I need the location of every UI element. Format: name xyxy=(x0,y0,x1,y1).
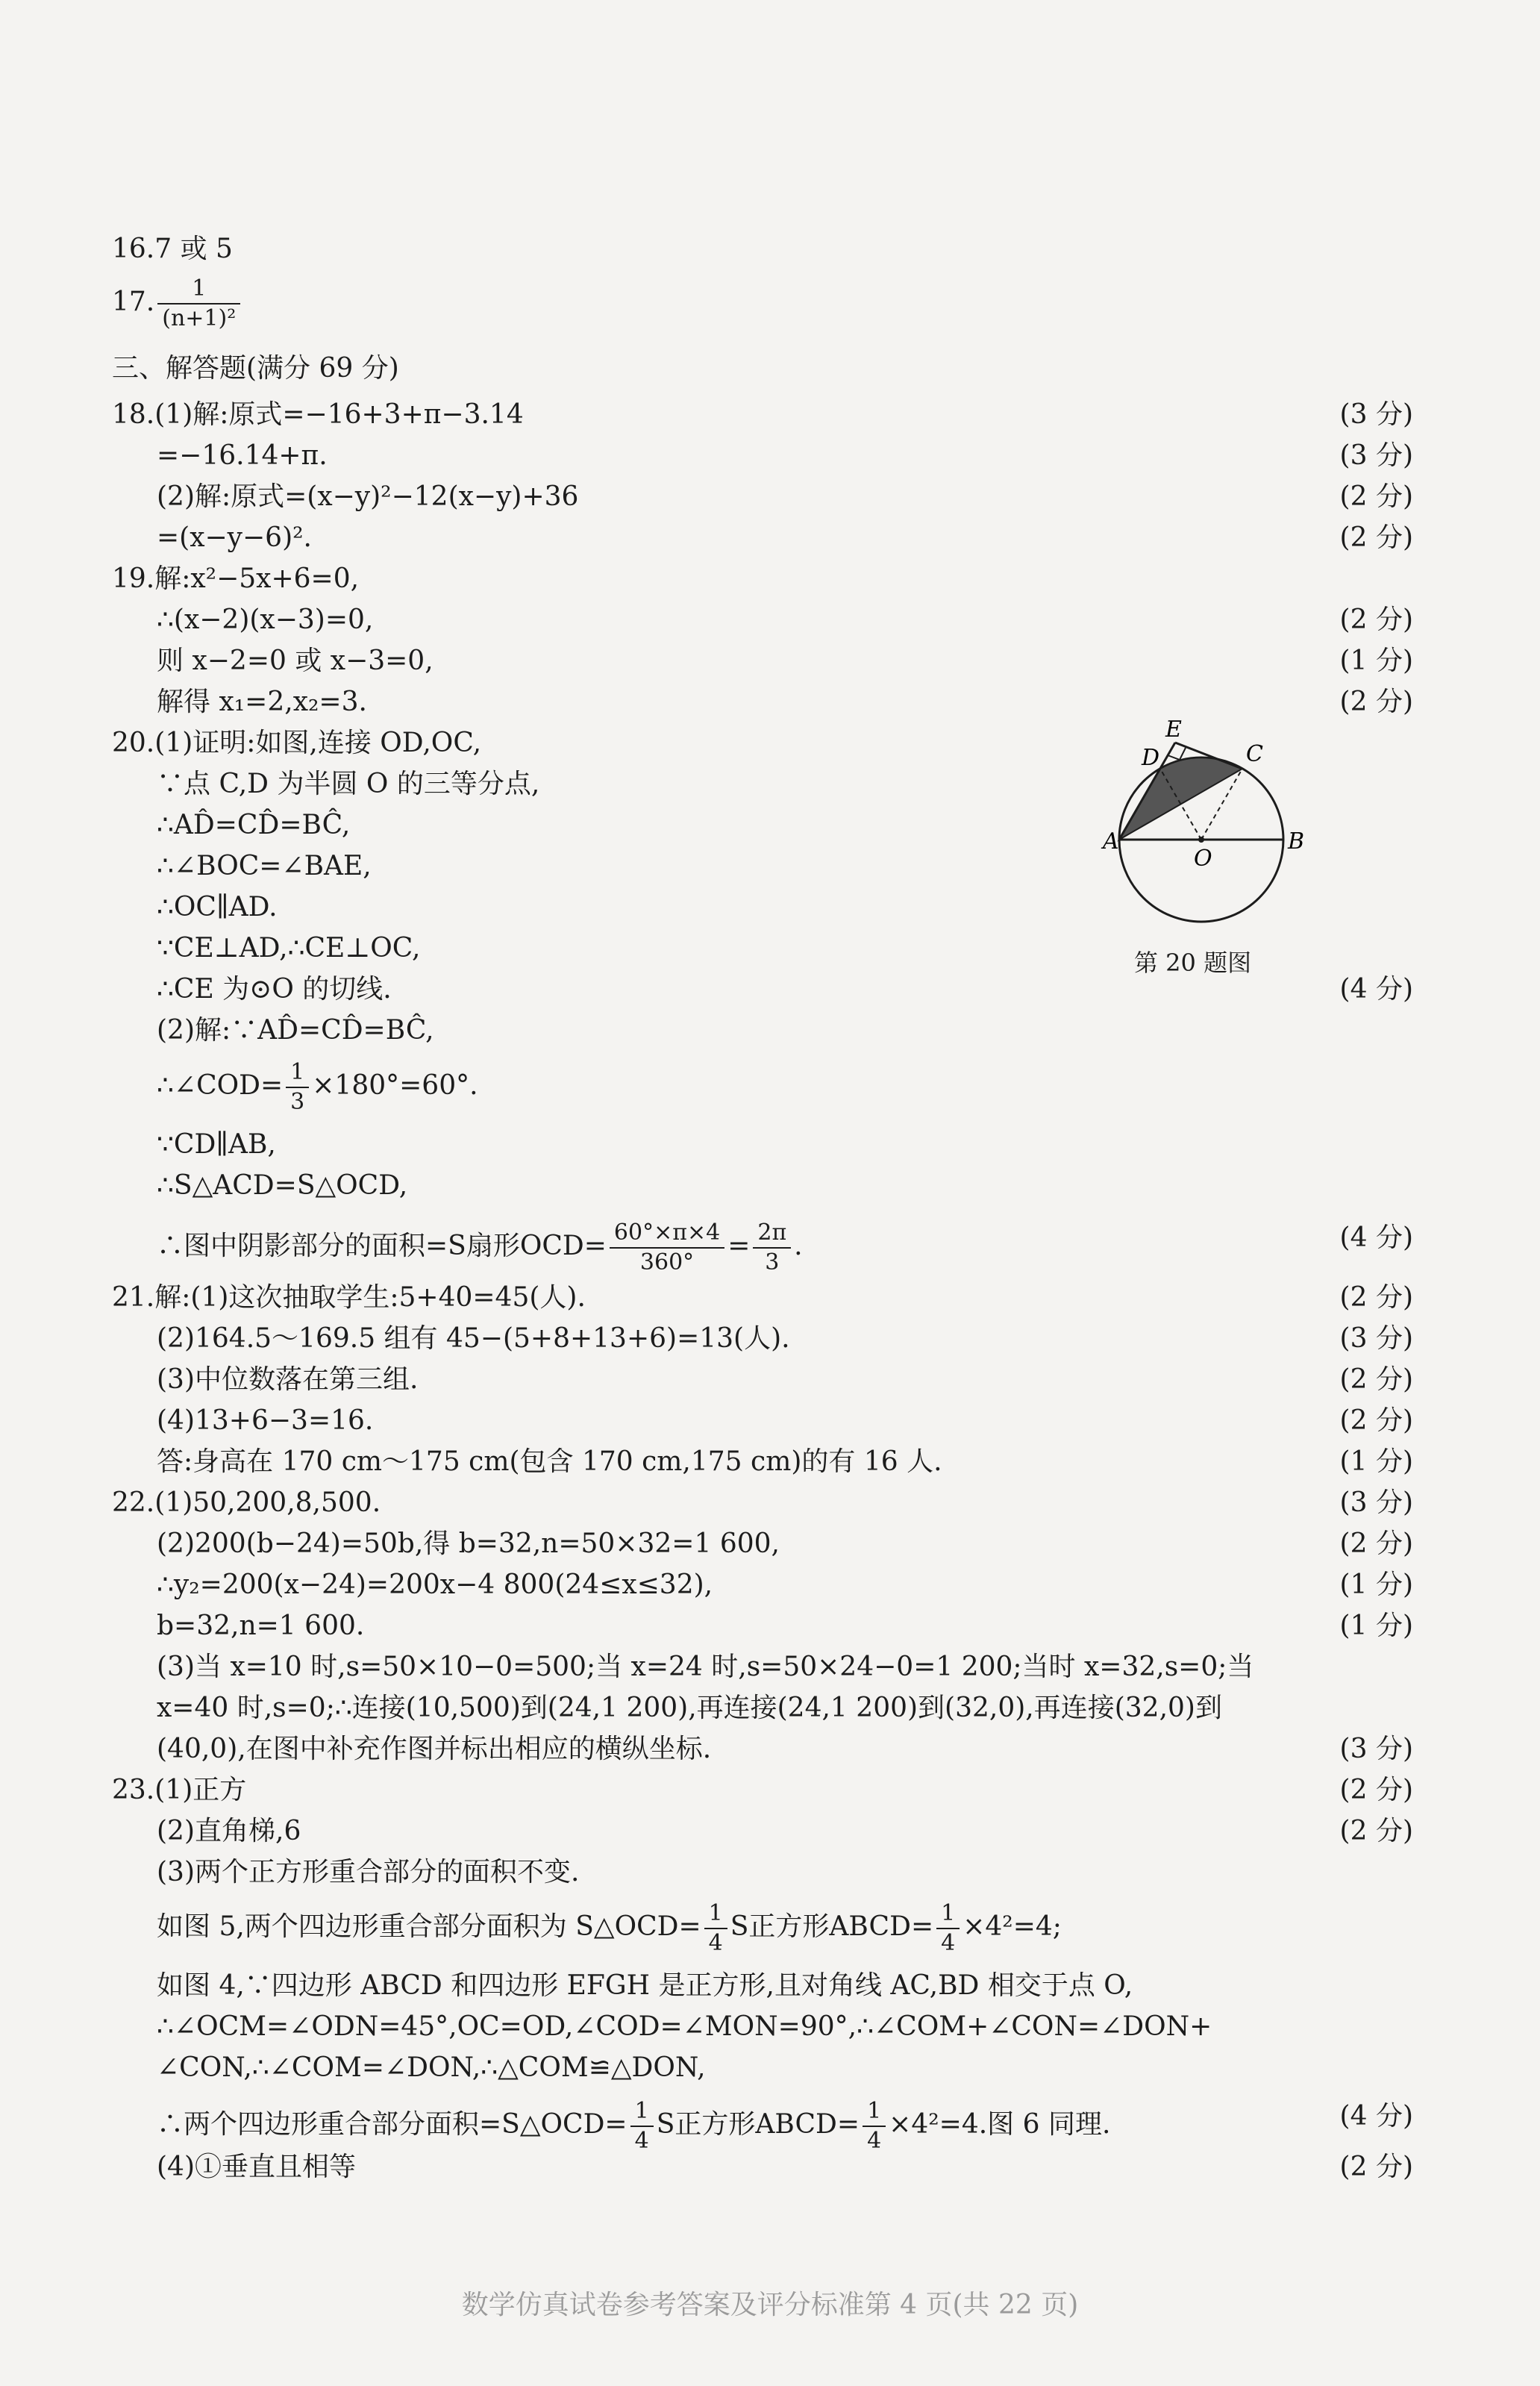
text-line xyxy=(157,1444,942,1480)
text-line xyxy=(157,1526,780,1562)
line-text-continued: . xyxy=(794,1231,803,1261)
score-marker: (4 分) xyxy=(1339,974,1413,1005)
fraction xyxy=(610,1220,724,1275)
text-line xyxy=(157,1403,373,1439)
line-text-continued: ×4²=4.图 6 同理. xyxy=(889,2109,1111,2140)
text-line xyxy=(157,684,367,720)
line-text: ∴∠COD= xyxy=(157,1070,284,1101)
fraction xyxy=(704,1901,727,1956)
fraction xyxy=(936,1901,960,1956)
score-marker: (2 分) xyxy=(1339,2152,1413,2182)
line-text: (40,0),在图中补充作图并标出相应的横纵坐标. xyxy=(157,1734,712,1764)
score-marker: (4 分) xyxy=(1339,2101,1413,2132)
label-a: A xyxy=(1103,828,1119,855)
line-text: (4)①垂直且相等 xyxy=(157,2152,356,2182)
line-text: ∴图中阴影部分的面积=S扇形OCD= xyxy=(157,1231,607,1261)
shaded-region xyxy=(1119,758,1242,840)
line-text: ∵CD∥AB, xyxy=(157,1129,276,1160)
line-text: 三、解答题(满分 69 分) xyxy=(112,353,399,384)
line-text-continued: S正方形ABCD= xyxy=(730,1911,934,1942)
fraction-denominator: 4 xyxy=(867,2128,882,2154)
line-text: ∴AD̂=CD̂=BĈ, xyxy=(157,810,351,840)
line-text: x=40 时,s=0;∴连接(10,500)到(24,1 200),再连接(24,1 200)到(32,0),再连接(32,0)到 xyxy=(157,1693,1222,1723)
line-text: ∴∠BOC=∠BAE, xyxy=(157,851,372,881)
text-line xyxy=(157,520,312,556)
text-line xyxy=(157,1901,1062,1956)
score-marker: (2 分) xyxy=(1339,1282,1413,1313)
label-d: D xyxy=(1142,745,1160,771)
text-line xyxy=(157,931,420,966)
line-text-continued: S正方形ABCD= xyxy=(656,2109,860,2140)
line-text: ∴y₂=200(x−24)=200x−4 800(24≤x≤32), xyxy=(157,1570,713,1600)
line-text: 18.(1)解:原式=−16+3+π−3.14 xyxy=(112,399,524,430)
line-text: ∵CE⊥AD,∴CE⊥OC, xyxy=(157,933,421,964)
fraction-numerator: 1 xyxy=(863,2099,886,2127)
score-marker: (4 分) xyxy=(1339,1222,1413,1253)
text-line xyxy=(112,725,481,761)
label-b: B xyxy=(1288,828,1305,855)
fraction xyxy=(753,1220,791,1275)
text-line xyxy=(157,1968,1133,2004)
text-line xyxy=(157,602,373,638)
figure-20-diagram xyxy=(1097,720,1306,944)
line-text: ∴OC∥AD. xyxy=(157,892,278,922)
fraction xyxy=(630,2099,654,2154)
score-marker: (3 分) xyxy=(1339,1487,1413,1518)
line-text: ∴两个四边形重合部分面积=S△OCD= xyxy=(157,2109,627,2140)
fraction-denominator: 3 xyxy=(290,1089,305,1115)
score-marker: (2 分) xyxy=(1339,1405,1413,1436)
score-marker: (1 分) xyxy=(1339,1446,1413,1477)
line-text: 19.解:x²−5x+6=0, xyxy=(112,563,360,594)
label-c: C xyxy=(1246,741,1263,767)
text-line xyxy=(112,397,524,433)
text-line xyxy=(157,2009,1212,2045)
label-e: E xyxy=(1165,720,1182,743)
text-line xyxy=(157,1321,790,1357)
text-line xyxy=(157,972,392,1008)
text-line xyxy=(112,276,243,331)
score-marker: (3 分) xyxy=(1339,440,1413,471)
fraction xyxy=(286,1060,309,1115)
line-text: b=32,n=1 600. xyxy=(157,1611,365,1641)
fraction-denominator: 3 xyxy=(765,1249,780,1275)
fraction-denominator: 4 xyxy=(708,1930,723,1956)
text-line xyxy=(157,1567,713,1603)
line-text: (4)13+6−3=16. xyxy=(157,1405,374,1436)
line-text-continued: = xyxy=(727,1231,751,1261)
text-line xyxy=(157,808,350,843)
line-text: (2)解:∵AD̂=CD̂=BĈ, xyxy=(157,1015,434,1046)
line-text: 17. xyxy=(112,287,155,317)
line-text: ∴S△ACD=S△OCD, xyxy=(157,1170,408,1201)
text-line xyxy=(112,1280,586,1316)
line-text: ∴∠OCM=∠ODN=45°,OC=OD,∠COD=∠MON=90°,∴∠COM+∠CON=∠DON+ xyxy=(157,2011,1212,2042)
line-text-continued: ×180°=60°. xyxy=(312,1070,478,1101)
fraction-denominator: 4 xyxy=(634,2128,649,2154)
line-text-continued: ×4²=4; xyxy=(962,1911,1062,1942)
line-text: (3)两个正方形重合部分的面积不变. xyxy=(157,1857,580,1887)
text-line xyxy=(157,1814,301,1849)
line-text: (2)200(b−24)=50b,得 b=32,n=50×32=1 600, xyxy=(157,1528,780,1559)
line-text: ∴CE 为⊙O 的切线. xyxy=(157,974,392,1005)
score-marker: (1 分) xyxy=(1339,646,1413,676)
line-text: (2)164.5～169.5 组有 45−(5+8+13+6)=13(人). xyxy=(157,1323,790,1354)
page-footer: 数学仿真试卷参考答案及评分标准第 4 页(共 22 页) xyxy=(461,2290,1079,2320)
score-marker: (2 分) xyxy=(1339,522,1413,553)
line-text: =−16.14+π. xyxy=(157,440,328,471)
line-text: ∴(x−2)(x−3)=0, xyxy=(157,605,374,635)
line-text: 21.解:(1)这次抽取学生:5+40=45(人). xyxy=(112,1282,586,1313)
fraction-denominator: (n+1)² xyxy=(162,305,237,331)
line-text: (2)解:原式=(x−y)²−12(x−y)+36 xyxy=(157,481,579,512)
text-line xyxy=(157,1690,1222,1726)
score-marker: (1 分) xyxy=(1339,1611,1413,1641)
fraction-denominator: 4 xyxy=(941,1930,956,1956)
figure-caption: 第 20 题图 xyxy=(1134,949,1252,977)
score-marker: (2 分) xyxy=(1339,687,1413,717)
text-line xyxy=(157,438,328,474)
text-line xyxy=(157,1362,418,1398)
fraction xyxy=(863,2099,886,2154)
fraction-numerator: 1 xyxy=(157,276,240,305)
text-line xyxy=(157,643,433,679)
text-line xyxy=(157,2149,356,2185)
line-text: =(x−y−6)². xyxy=(157,522,313,553)
text-line xyxy=(157,2099,1110,2154)
score-marker: (2 分) xyxy=(1339,1364,1413,1395)
text-line xyxy=(157,1220,803,1275)
text-line xyxy=(157,1168,407,1204)
text-line xyxy=(157,1127,276,1163)
text-line xyxy=(157,1060,478,1115)
text-line xyxy=(157,890,278,925)
text-line xyxy=(157,849,372,884)
line-text: 22.(1)50,200,8,500. xyxy=(112,1487,381,1518)
score-marker: (1 分) xyxy=(1339,1570,1413,1600)
line-text: 如图 4,∵四边形 ABCD 和四边形 EFGH 是正方形,且对角线 AC,BD 相交于点 O, xyxy=(157,1970,1133,2001)
text-line xyxy=(157,766,539,802)
fraction xyxy=(157,276,240,331)
score-marker: (3 分) xyxy=(1339,399,1413,430)
line-text: 23.(1)正方 xyxy=(112,1775,247,1805)
text-line xyxy=(157,1608,364,1644)
score-marker: (2 分) xyxy=(1339,1528,1413,1559)
line-text: 20.(1)证明:如图,连接 OD,OC, xyxy=(112,728,482,758)
center-dot xyxy=(1198,837,1204,843)
line-text: (3)当 x=10 时,s=50×10−0=500;当 x=24 时,s=50×24−0=1 200;当时 x=32,s=0;当 xyxy=(157,1652,1254,1682)
text-line xyxy=(157,479,578,515)
fraction-numerator: 2π xyxy=(753,1220,791,1249)
fraction-numerator: 1 xyxy=(936,1901,960,1929)
score-marker: (2 分) xyxy=(1339,1775,1413,1805)
line-text: (2)直角梯,6 xyxy=(157,1816,301,1846)
text-line xyxy=(157,1013,434,1049)
text-line xyxy=(112,561,359,597)
line-text: 如图 5,两个四边形重合部分面积为 S△OCD= xyxy=(157,1911,701,1942)
line-text: (3)中位数落在第三组. xyxy=(157,1364,419,1395)
score-marker: (3 分) xyxy=(1339,1323,1413,1354)
fraction-numerator: 1 xyxy=(704,1901,727,1929)
text-line xyxy=(157,1649,1253,1685)
fraction-numerator: 1 xyxy=(630,2099,654,2127)
text-line xyxy=(157,1855,579,1890)
text-line xyxy=(157,2050,706,2086)
fraction-denominator: 360° xyxy=(639,1249,695,1275)
score-marker: (2 分) xyxy=(1339,481,1413,512)
line-text: 则 x−2=0 或 x−3=0, xyxy=(157,646,433,676)
text-line xyxy=(112,1485,381,1521)
score-marker: (2 分) xyxy=(1339,605,1413,635)
text-line xyxy=(112,351,399,387)
line-text: 答:身高在 170 cm～175 cm(包含 170 cm,175 cm)的有 16 人. xyxy=(157,1446,942,1477)
label-o: O xyxy=(1194,846,1212,872)
score-marker: (2 分) xyxy=(1339,1816,1413,1846)
line-text: 解得 x₁=2,x₂=3. xyxy=(157,687,367,717)
fraction-numerator: 1 xyxy=(286,1060,309,1088)
text-line xyxy=(112,1773,246,1808)
line-text: ∵点 C,D 为半圆 O 的三等分点, xyxy=(157,769,540,799)
text-line xyxy=(157,1731,711,1767)
line-text: 16.7 或 5 xyxy=(112,234,233,264)
text-line xyxy=(112,231,233,267)
line-text: ∠CON,∴∠COM=∠DON,∴△COM≌△DON, xyxy=(157,2052,706,2083)
score-marker: (3 分) xyxy=(1339,1734,1413,1764)
fraction-numerator: 60°×π×4 xyxy=(610,1220,724,1249)
